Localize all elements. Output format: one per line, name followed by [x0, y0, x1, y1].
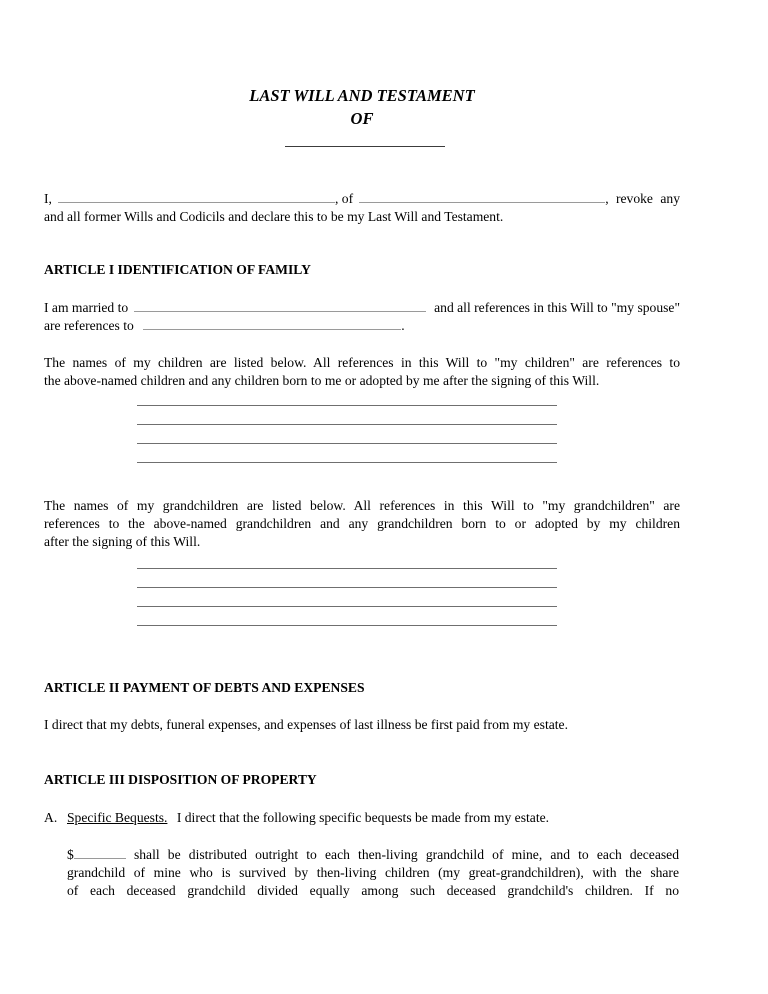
spouse-lead: I am married to	[44, 300, 129, 315]
grandchildren-paragraph-line1: The names of my grandchildren are listed below. All references in this Will to "my grandchildren" are	[44, 498, 680, 513]
debts-paragraph: I direct that my debts, funeral expenses, and expenses of last illness be first paid from my estate.	[44, 717, 568, 732]
intro-paragraph	[44, 189, 680, 226]
bequest-paragraph-line1-text: shall be distributed outright to each then-living grandchild of mine, and to each deceased	[133, 847, 679, 862]
child-name-line	[137, 425, 557, 444]
children-paragraph	[44, 354, 680, 390]
intro-prefix: I,	[44, 191, 52, 206]
dollar-sign: $	[67, 847, 74, 862]
bequest-paragraph-line1	[67, 846, 679, 864]
specific-bequests-line	[44, 809, 680, 827]
spouse-reference-fill-blank	[143, 318, 401, 330]
spouse-tail: and all references in this Will to "my spouse"	[434, 300, 680, 315]
spouse-name-fill-blank	[134, 298, 426, 312]
grandchild-name-line	[137, 569, 557, 588]
grandchildren-paragraph-line3: after the signing of this Will.	[44, 534, 201, 549]
testator-residence-fill-blank	[359, 189, 605, 203]
grandchildren-paragraph-line2: references to the above-named grandchildren and any grandchildren born to or adopted by my children	[44, 516, 680, 531]
child-name-line	[137, 444, 557, 463]
children-paragraph-line2: the above-named children and any children born to me or adopted by me after the signing of this Will.	[44, 373, 600, 388]
article-2-heading: ARTICLE II PAYMENT OF DEBTS AND EXPENSES	[44, 680, 365, 695]
document-title-line1: LAST WILL AND TESTAMENT	[249, 86, 475, 105]
grandchildren-paragraph	[44, 497, 680, 551]
children-name-blanks	[137, 387, 557, 463]
bequest-item-text	[67, 809, 549, 827]
spouse-line2-period: .	[401, 318, 405, 333]
bequest-amount-fill-blank	[74, 847, 126, 859]
bequest-paragraph-line2: grandchild of mine who is survived by then-living children (my great-grandchildren), with the share	[67, 865, 679, 880]
grandchild-bequest-paragraph	[67, 846, 679, 900]
grandchild-name-line	[137, 588, 557, 607]
document-title-line2: OF	[350, 109, 374, 128]
intro-of-label: , of	[335, 191, 354, 206]
children-paragraph-line1: The names of my children are listed below. All references in this Will to "my children" are references to	[44, 355, 680, 370]
spouse-line1	[44, 298, 680, 317]
child-name-line	[137, 387, 557, 406]
testator-name-blank	[285, 146, 445, 147]
intro-line1	[44, 189, 680, 208]
grandchildren-name-blanks	[137, 550, 557, 626]
article-1-heading: ARTICLE I IDENTIFICATION OF FAMILY	[44, 262, 311, 277]
intro-line2: and all former Wills and Codicils and declare this to be my Last Will and Testament.	[44, 209, 504, 224]
spouse-line2-lead: are references to	[44, 318, 134, 333]
testator-name-fill-blank	[58, 189, 335, 203]
bequest-item-intro: I direct that the following specific bequests be made from my estate.	[176, 810, 550, 825]
bequest-paragraph-line3: of each deceased grandchild divided equally among such deceased grandchild's children. If no	[67, 883, 679, 898]
bequest-item-label: A.	[44, 810, 58, 825]
grandchild-name-line	[137, 550, 557, 569]
spouse-line2	[44, 317, 680, 335]
child-name-line	[137, 406, 557, 425]
spouse-paragraph	[44, 298, 680, 335]
intro-suffix: , revoke any	[605, 191, 680, 206]
grandchild-name-line	[137, 607, 557, 626]
article-3-heading: ARTICLE III DISPOSITION OF PROPERTY	[44, 772, 317, 787]
bequest-item-title: Specific Bequests.	[67, 810, 168, 825]
document-title	[44, 84, 680, 130]
